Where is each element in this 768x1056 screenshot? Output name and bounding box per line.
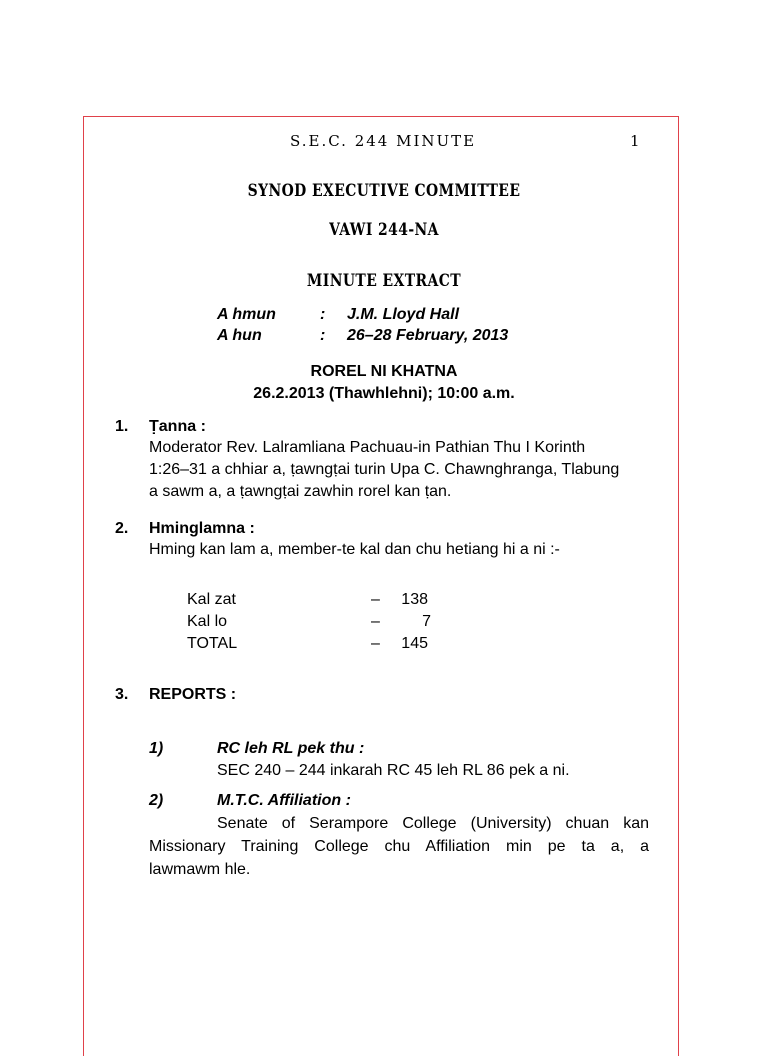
section-2-heading: Hminglamna :: [149, 520, 255, 537]
subsection-1-number: 1): [149, 740, 164, 757]
page-number: 1: [630, 132, 642, 150]
attendance-value-absent: 7: [422, 613, 431, 630]
section-1-line-2: 1:26–31 a chhiar a, ṭawngṭai turin Upa C. Chawnghranga, Tlabung: [149, 461, 620, 478]
attendance-dash-total: –: [371, 635, 380, 652]
running-header-title: S.E.C. 244 MINUTE: [290, 132, 477, 150]
subsection-2-line-1: Senate of Serampore College (University) chuan kan: [217, 815, 649, 832]
subsection-1-heading: RC leh RL pek thu :: [217, 740, 365, 757]
document-subtitle: VAWI 244-NA: [329, 220, 439, 240]
section-3-number: 3.: [115, 686, 129, 703]
attendance-value-present: 138: [401, 591, 428, 608]
subsection-1-text: SEC 240 – 244 inkarah RC 45 leh RL 86 pek a ni.: [217, 762, 570, 779]
session-title: ROREL NI KHATNA: [310, 363, 458, 380]
page-border: [83, 116, 679, 1056]
subsection-2-line-3: lawmawm hle.: [149, 861, 251, 878]
attendance-dash-present: –: [371, 591, 380, 608]
section-1-heading: Ṭanna :: [149, 418, 206, 435]
section-1-line-1: Moderator Rev. Lalramliana Pachuau-in Pathian Thu I Korinth: [149, 439, 586, 456]
venue-value: J.M. Lloyd Hall: [347, 306, 460, 323]
document-title: SYNOD EXECUTIVE COMMITTEE: [247, 181, 521, 201]
attendance-value-total: 145: [401, 635, 428, 652]
date-colon: :: [320, 327, 326, 344]
subsection-2-number: 2): [149, 792, 164, 809]
date-label: A hun: [217, 327, 262, 344]
session-datetime: 26.2.2013 (Thawhlehni); 10:00 a.m.: [253, 385, 515, 402]
section-3-heading: REPORTS :: [149, 686, 237, 703]
extract-title: MINUTE EXTRACT: [306, 271, 462, 291]
date-value: 26–28 February, 2013: [347, 327, 509, 344]
venue-colon: :: [320, 306, 326, 323]
section-2-number: 2.: [115, 520, 129, 537]
attendance-label-absent: Kal lo: [187, 613, 228, 630]
subsection-2-line-2: Missionary Training College chu Affiliation min pe ta a, a: [149, 838, 649, 855]
venue-label: A hmun: [217, 306, 276, 323]
subsection-2-heading: M.T.C. Affiliation :: [217, 792, 351, 809]
section-1-line-3: a sawm a, a ṭawngṭai zawhin rorel kan ṭan.: [149, 483, 452, 500]
attendance-label-total: TOTAL: [187, 635, 238, 652]
attendance-label-present: Kal zat: [187, 591, 236, 608]
section-1-number: 1.: [115, 418, 129, 435]
section-2-text: Hming kan lam a, member-te kal dan chu hetiang hi a ni :-: [149, 541, 560, 558]
attendance-dash-absent: –: [371, 613, 380, 630]
